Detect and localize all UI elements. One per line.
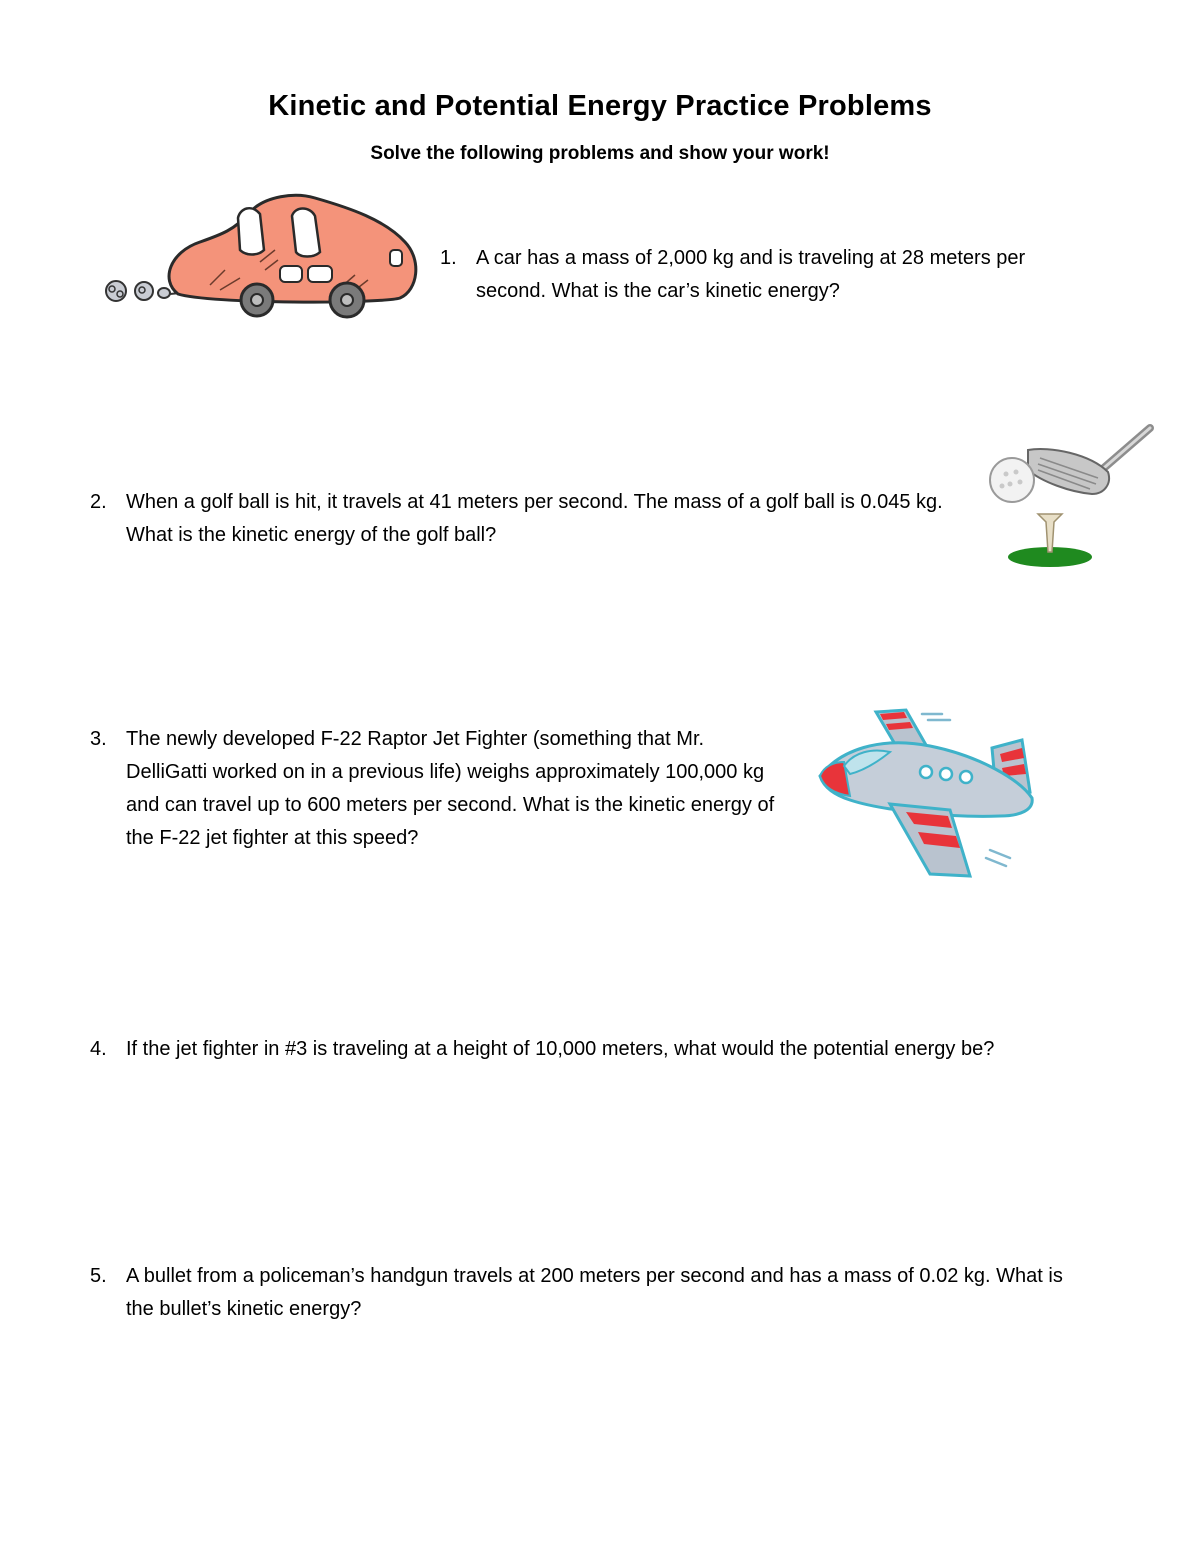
problem-1 bbox=[440, 242, 1080, 308]
car-clipart-icon bbox=[100, 190, 430, 330]
problem-text: If the jet fighter in #3 is traveling at a height of 10,000 meters, what would the potential energy be? bbox=[126, 1038, 995, 1060]
page-title: Kinetic and Potential Energy Practice Problems bbox=[268, 90, 932, 122]
problem-5 bbox=[90, 1260, 1090, 1326]
page-subtitle: Solve the following problems and show your work! bbox=[370, 143, 830, 164]
problem-text: The newly developed F-22 Raptor Jet Fighter (something that Mr. DelliGatti worked on in a previous life) weighs approximately 100,000 kg and can travel up to 600 meters per second. What is the kinetic energy of the F-22 jet fighter at this speed? bbox=[126, 728, 775, 849]
problem-4 bbox=[90, 1033, 1090, 1066]
problem-number: 3. bbox=[90, 728, 107, 750]
problem-number: 1. bbox=[440, 247, 457, 269]
problem-number: 4. bbox=[90, 1038, 107, 1060]
problem-text: A bullet from a policeman’s handgun travels at 200 meters per second and has a mass of 0.02 kg. What is the bullet’s kinetic energy? bbox=[126, 1265, 1063, 1320]
problem-2 bbox=[90, 486, 980, 552]
golf-club-ball-icon bbox=[980, 420, 1160, 570]
problem-number: 5. bbox=[90, 1265, 107, 1287]
problem-text: When a golf ball is hit, it travels at 41 meters per second. The mass of a golf ball is 0.045 kg. What is the kinetic energy of the golf ball? bbox=[126, 491, 943, 546]
problem-number: 2. bbox=[90, 491, 107, 513]
problem-text: A car has a mass of 2,000 kg and is traveling at 28 meters per second. What is the car’s kinetic energy? bbox=[476, 247, 1026, 302]
jet-plane-icon bbox=[810, 700, 1050, 885]
problem-3 bbox=[90, 723, 790, 855]
